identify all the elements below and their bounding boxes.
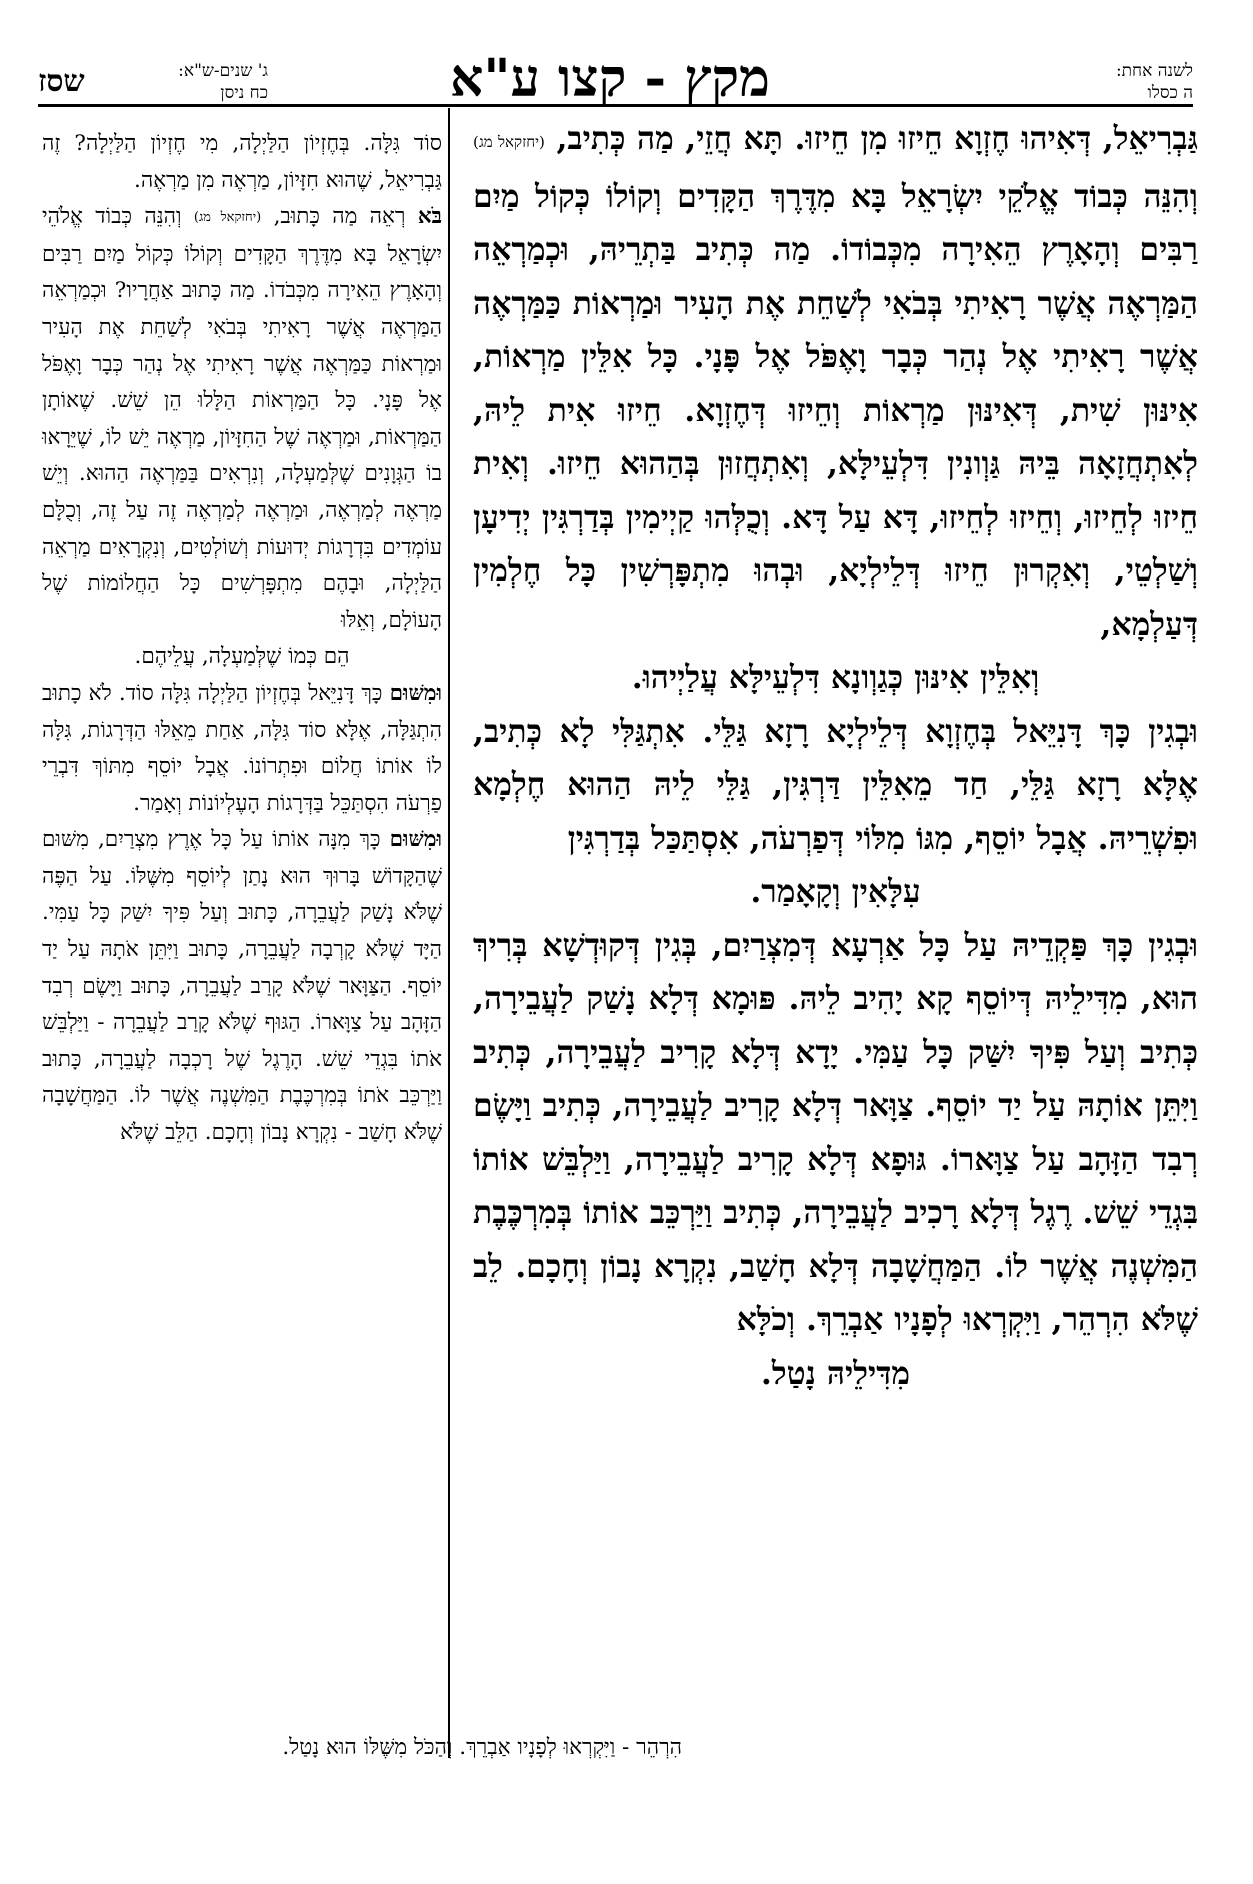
translation-p3-lead-word: וּמִשּׁוּם — [389, 680, 442, 706]
header-one-year-label: לשנה אחת: — [1115, 61, 1193, 81]
header-three-years-date: כח ניסן — [220, 83, 268, 103]
main-p1-text-a: גַּבְרִיאֵל, דְּאִיהוּ חֶזְוָא חֵיזוּ מִן חֵיזוּ. תָּא חֲזֵי, מַה כְּתִיב, — [556, 120, 1198, 157]
main-paragraph-2: וּבְגִין כָּךְ דָּנִיֵּאל בְּחֶזְוָא דְּלֵילְיָא רָזָא גַּלֵּי. אִתְגַּלִּי לָא כְּתִיב, אֶלָּא רָזָא גַּלֵּי, חַד מֵאִלֵּין דַּרְגִּין, גַּלֵּי לֵיהּ הַהוּא חֶלְמָא וּפִשְׁרֵיהּ. אֲבָל יוֹסֵף, מִגּוֹ מִלּוֹי דְּפַרְעֹה, אִסְתַּכַּל בְּדַרְגִּין — [473, 712, 1198, 857]
header-one-year-date: ה כסלו — [1147, 83, 1193, 103]
translation-paragraph-4 — [42, 822, 442, 1151]
header-cycle-three-years — [38, 60, 268, 104]
translation-paragraph-1: סוֹד גִּלָּה. בְּחֶזְיוֹן הַלַּיְלָה, מִי חֶזְיוֹן הַלַּיְלָה? זֶה גַּבְרִיאֵל, שֶׁהוּא חִזָּיוֹן, מַרְאֶה מִן מַרְאֶה. — [42, 131, 442, 193]
translation-p4-lead-word: וּמִשּׁוּם — [389, 827, 442, 853]
header-divider — [38, 104, 1193, 107]
main-p1-text-b: וְהִנֵּה כְּבוֹד אֱלֹקֵי יִשְׂרָאֵל בָּא מִדֶּרֶךְ הַקָּדִים וְקוֹלוֹ כְּקוֹל מַיִם רַבִּים וְהָאָרֶץ הֵאִירָה מִכְּבוֹדוֹ. מַה כְּתִיב בַּתְרֵיהּ, וּכְמַרְאֵה הַמַּרְאֶה אֲשֶׁר רָאִיתִי בְּבֹאִי לְשַׁחֵת אֶת הָעִיר וּמַרְאוֹת כַּמַּרְאֶה אֲשֶׁר רָאִיתִי אֶל נְהַר כְּבָר וָאֶפֹּל אֶל פָּנָי. כָּל אִלֵּין מַרְאוֹת, אִינּוּן שִׁית, דְּאִינּוּן מַרְאוֹת וְחֵיזוּ דְּחֶזְוָא. חֵיזוּ אִית לֵיהּ, לְאִתְחֲזָאָה בֵּיהּ גַּוְונִין דִּלְעֵילָּא, וְאִתְחֲזוּן בְּהַהוּא חֵיזוּ. וְאִית חֵיזוּ לְחֵיזוּ, וְחֵיזוּ לְחֵיזוּ, דָּא עַל דָּא. וְכֻלְּהוּ קַיְימִין בְּדַרְגִּין יְדִיעָן וְשַׁלְטֵי, וְאִקְרוּן חֵיזוּ דְּלֵילְיָא, וּבְהוּ מִתְפָּרְשִׁין כָּל חֶלְמִין דְּעַלְמָא, — [473, 177, 1198, 643]
main-p1-reference: (יחזקאל מג) — [473, 133, 545, 151]
page-number: שסז — [38, 64, 85, 99]
main-paragraph-1-end: וְאִלֵּין אִינּוּן כְּגַוְונָא דִּלְעֵילָּא עֲלַיְיהוּ. — [631, 659, 1040, 696]
main-paragraph-2-end: עִלָּאִין וְקָאָמַר. — [750, 873, 921, 910]
translation-final-line: הִרְהֵר - וַיִּקְרְאוּ לְפָנָיו אַבְרֵךְ. וְהַכֹּל מִשֶּׁלּוֹ הוּא נָטַל. — [282, 1735, 682, 1760]
translation-p2-lead-word: בֹּא — [417, 204, 442, 230]
column-divider — [448, 108, 450, 1758]
header-cycle-one-year — [973, 60, 1193, 104]
translation-p2-text-b: וְהִנֵּה כְּבוֹד אֱלֹהֵי יִשְׂרָאֵל בָּא מִדֶּרֶךְ הַקָּדִים וְקוֹלוֹ כְּקוֹל מַיִם רַבִּים וְהָאָרֶץ הֵאִירָה מִכְּבֹדוֹ. מַה כָּתוּב אַחֲרָיו? וּכְמַרְאֵה הַמַּרְאֶה אֲשֶׁר רָאִיתִי בְּבֹאִי לְשַׁחֵת אֶת הָעִיר וּמַרְאוֹת כַּמַּרְאֶה אֲשֶׁר רָאִיתִי אֶל נְהַר כְּבָר וָאֶפֹּל אֶל פָּנָי. כָּל הַמַּרְאוֹת הַלָּלוּ הֵן שֵׁשׁ. שֶׁאוֹתָן הַמַּרְאוֹת, וּמַרְאֶה שֶׁל הַחִזָּיוֹן, מַרְאֶה יֵשׁ לוֹ, שֶׁיֵּרָאוּ בוֹ הַגְּוָנִים שֶׁלְּמַעְלָה, וְנִרְאִים בַּמַּרְאֶה הַהוּא. וְיֵשׁ מַרְאֶה לְמַרְאֶה, וּמַרְאֶה לְמַרְאֶה זֶה עַל זֶה, וְכֻלָּם עוֹמְדִים בִּדְרָגוֹת יְדוּעוֹת וְשׁוֹלְטִים, וְנִקְרָאִים מַרְאֵה הַלַּיְלָה, וּבָהֶם מִתְפָּרְשִׁים כָּל הַחֲלוֹמוֹת שֶׁל הָעוֹלָם, וְאֵלּוּ — [42, 204, 442, 633]
main-text-column — [473, 112, 1198, 1400]
main-paragraph-1 — [473, 112, 1198, 651]
translation-p3-text: כָּךְ דָּנִיֵּאל בְּחֶזְיוֹן הַלַּיְלָה גִּלָּה סוֹד. לֹא כָתוּב הִתְגַּלָּה, אֶלָּא סוֹד גִּלָּה, אַחַת מֵאֵלּוּ הַדְּרָגוֹת, גִּלָּה לוֹ אוֹתוֹ חֲלוֹם וּפִתְרוֹנוֹ. אֲבָל יוֹסֵף מִתּוֹךְ דִּבְרֵי פַרְעֹה הִסְתַּכֵּל בַּדְּרָגוֹת הָעֶלְיוֹנוֹת וְאָמַר. — [42, 680, 442, 816]
page-title: מקץ - קצו ע"א — [450, 48, 770, 109]
translation-p4-text: כָּךְ מִנָּה אוֹתוֹ עַל כָּל אֶרֶץ מִצְרַיִם, מִשּׁוּם שֶׁהַקָּדוֹשׁ בָּרוּךְ הוּא נָתַן לְיוֹסֵף מִשֶּׁלּוֹ. עַל הַפֶּה שֶׁלֹּא נָשַׁק לַעֲבֵרָה, כָּתוּב וְעַל פִּיךָ יִשַּׁק כָּל עַמִּי. הַיָּד שֶׁלֹּא קָרְבָה לַעֲבֵרָה, כָּתוּב וַיִּתֵּן אֹתָהּ עַל יַד יוֹסֵף. הַצַּוָּאר שֶׁלֹּא קָרַב לַעֲבֵרָה, כָּתוּב וַיָּשֶׂם רְבִד הַזָּהָב עַל צַוָּארוֹ. הַגּוּף שֶׁלֹּא קָרַב לַעֲבֵרָה - וַיַּלְבֵּשׁ אֹתוֹ בִּגְדֵי שֵׁשׁ. הָרֶגֶל שֶׁל רָכְבָה לַעֲבֵרָה, כָּתוּב וַיַּרְכֵּב אֹתוֹ בְּמִרְכֶּבֶת הַמִּשְׁנֶה אֲשֶׁר לוֹ. הַמַּחֲשָׁבָה שֶׁלֹּא חָשַׁב - נִקְרָא נָבוֹן וְחָכָם. הַלֵּב שֶׁלֹּא — [42, 827, 442, 1146]
translation-paragraph-2 — [42, 199, 442, 639]
translation-paragraph-2-end: הֵם כְּמוֹ שֶׁלְּמַעְלָה, עֲלֵיהֶם. — [134, 644, 350, 670]
translation-p2-text-a: רְאֵה מַה כָּתוּב, — [273, 204, 406, 230]
translation-paragraph-3 — [42, 676, 442, 822]
translation-p2-reference: (יחזקאל מג) — [193, 210, 262, 226]
header-three-years-label: ג' שנים-ש"א: — [178, 61, 268, 81]
main-paragraph-3-end: מִדִּילֵיהּ נָטַל. — [760, 1354, 911, 1392]
main-paragraph-3: וּבְגִין כָּךְ פַּקְדֵיהּ עַל כָּל אַרְעָא דְּמִצְרַיִם, בְּגִין דְּקוּדְשָׁא בְּרִיךְ הוּא, מִדִּילֵיהּ דְּיוֹסֵף קָא יָהִיב לֵיהּ. פּוּמָא דְּלָא נָשַׁק לַעֲבֵירָה, כְּתִיב וְעַל פִּיךָ יִשַּׁק כָּל עַמִּי. יָדָא דְּלָא קָרִיב לַעֲבֵירָה, כְּתִיב וַיִּתֵּן אוֹתָהּ עַל יַד יוֹסֵף. צַוָּאר דְּלָא קָרִיב לַעֲבֵירָה, כְּתִיב וַיָּשֶׂם רְבִד הַזָּהָב עַל צַוָּארוֹ. גּוּפָא דְּלָא קָרִיב לַעֲבֵירָה, וַיַּלְבֵּשׁ אוֹתוֹ בִּגְדֵי שֵׁשׁ. רֶגֶל דְּלָא רָכִיב לַעֲבֵירָה, כְּתִיב וַיַּרְכֵּב אוֹתוֹ בְּמִרְכֶּבֶת הַמִּשְׁנֶה אֲשֶׁר לוֹ. הַמַּחֲשָׁבָה דְּלָא חָשַׁב, נִקְרָא נָבוֹן וְחָכָם. לֵב שֶׁלֹּא הִרְהֵר, וַיִּקְרְאוּ לְפָנָיו אַבְרֵךְ. וְכֹלָּא — [473, 926, 1198, 1338]
translation-column — [42, 126, 442, 1152]
